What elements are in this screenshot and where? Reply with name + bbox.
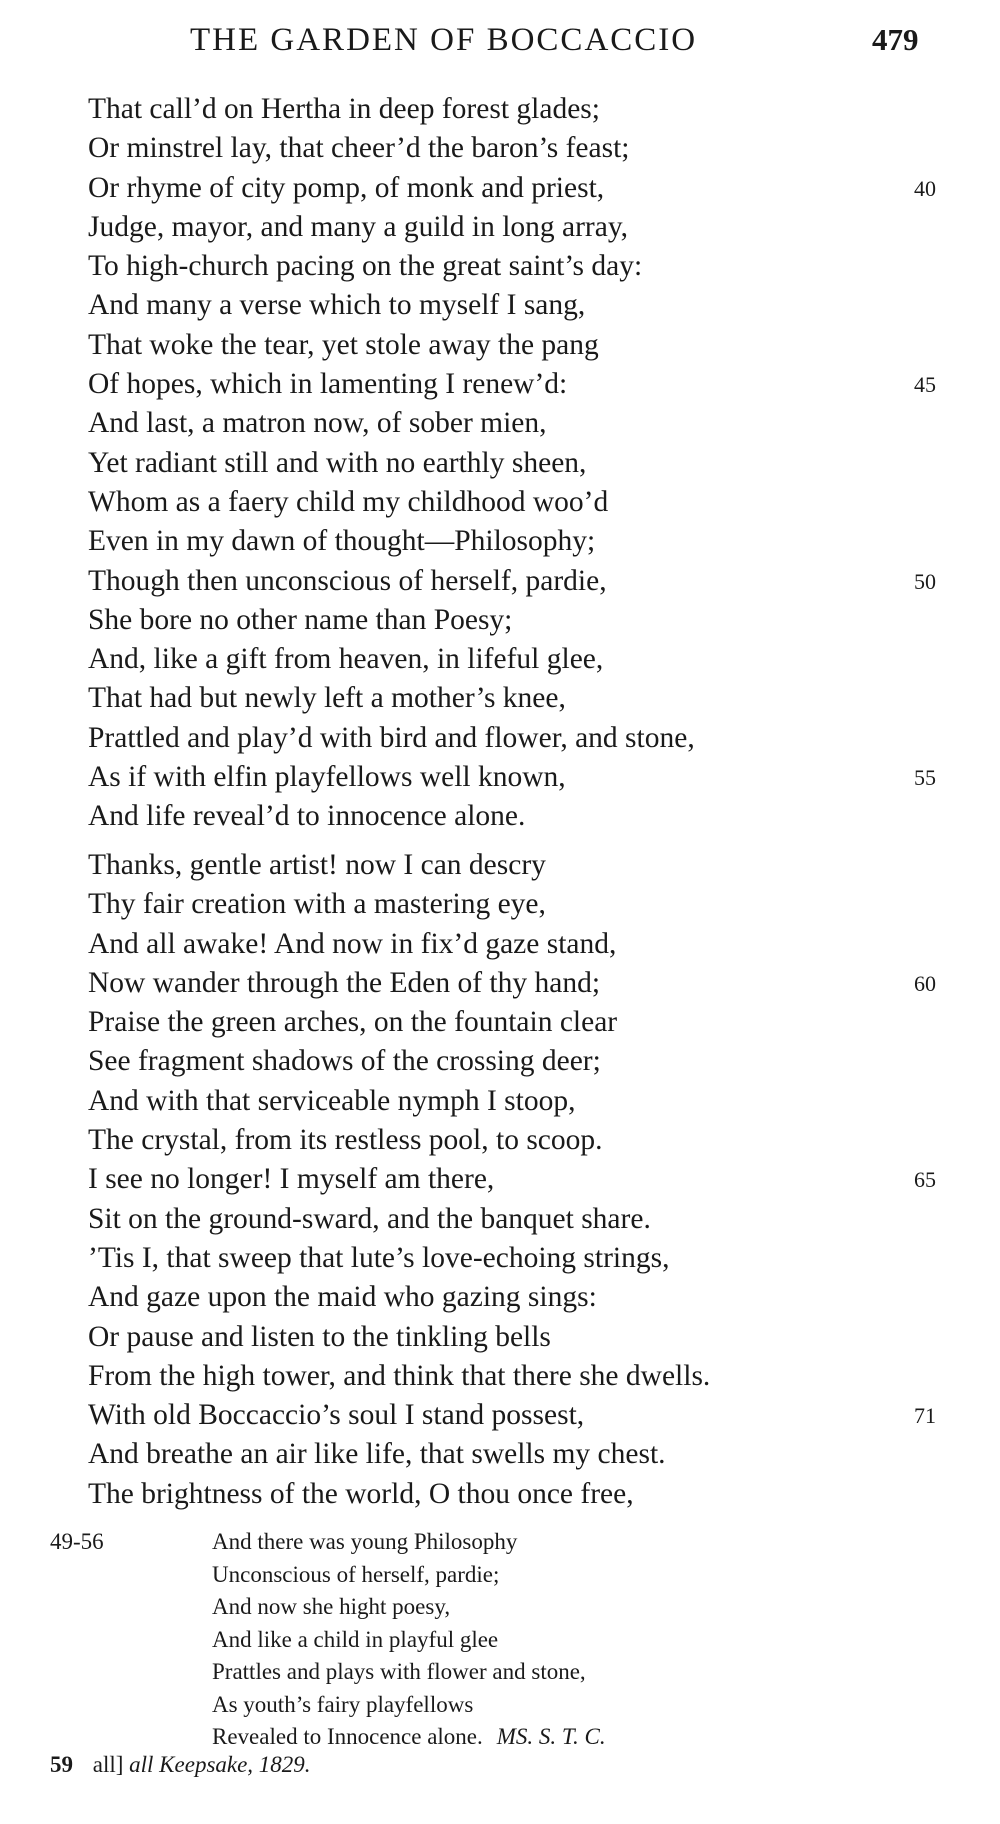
- poem-line-text: Praise the green arches, on the fountain clear: [88, 1006, 618, 1039]
- note-line-text: Revealed to Innocence alone.: [212, 1724, 483, 1749]
- poem-line-text: Whom as a faery child my childhood woo’d: [88, 485, 609, 518]
- poem-line-text: That had but newly left a mother’s knee,: [88, 682, 566, 715]
- running-title: THE GARDEN OF BOCCACCIO: [190, 22, 698, 58]
- poem-line-text: With old Boccaccio’s soul I stand possest,: [88, 1399, 585, 1432]
- note-line-text: And now she hight poesy,: [212, 1594, 451, 1619]
- poem-line: [88, 1475, 968, 1514]
- poem-line: [88, 964, 968, 1003]
- poem-line: [88, 562, 968, 601]
- collation-reading: all]: [92, 1752, 124, 1777]
- poem-line-text: Thanks, gentle artist! now I can descry: [88, 849, 546, 881]
- poem-line-text: Or minstrel lay, that cheer’d the baron’s feast;: [88, 132, 630, 165]
- note-verse: [212, 1526, 932, 1754]
- line-number: 71: [914, 1403, 936, 1429]
- poem-line: [88, 1278, 968, 1317]
- poem-line-text: She bore no other name than Poesy;: [88, 603, 513, 636]
- note-line-text: And there was young Philosophy: [212, 1529, 518, 1554]
- poem-line-text: Or rhyme of city pomp, of monk and priest,: [88, 171, 605, 204]
- poem-line: [88, 1160, 968, 1199]
- note-line: [212, 1656, 932, 1689]
- note-line: [212, 1721, 932, 1754]
- poem-line: [88, 719, 968, 758]
- poem-line: [88, 679, 968, 718]
- poem-line: [88, 846, 968, 885]
- poem-line: [88, 326, 968, 365]
- poem-line: [88, 404, 968, 443]
- poem-stanza-1: [88, 90, 968, 837]
- line-number: 55: [914, 765, 936, 791]
- note-line-text: Prattles and plays with flower and stone,: [212, 1659, 586, 1684]
- poem-line-text: Yet radiant still and with no earthly sheen,: [88, 446, 587, 479]
- poem-line: [88, 129, 968, 168]
- note-reference: 49-56: [50, 1529, 104, 1554]
- poem-line: [88, 169, 968, 208]
- poem-line: [88, 640, 968, 679]
- poem-line: [88, 1003, 968, 1042]
- note-line-text: Unconscious of herself, pardie;: [212, 1561, 500, 1587]
- line-number: 50: [914, 568, 936, 594]
- note-line: [212, 1624, 932, 1657]
- poem-line-text: I see no longer! I myself am there,: [88, 1163, 495, 1196]
- poem-line: [88, 1042, 968, 1081]
- poem-line-text: Of hopes, which in lamenting I renew’d:: [88, 368, 568, 401]
- page-number: 479: [872, 22, 919, 57]
- poem-line: [88, 483, 968, 522]
- line-number: 65: [914, 1167, 936, 1193]
- poem-line: [88, 1121, 968, 1160]
- collation-source: all Keepsake, 1829.: [129, 1752, 311, 1777]
- poem-line: [88, 247, 968, 286]
- poem-line: [88, 758, 968, 797]
- note-line-text: And like a child in playful glee: [212, 1626, 499, 1652]
- poem-line-text: Sit on the ground-sward, and the banquet share.: [88, 1202, 651, 1235]
- poem-line: [88, 925, 968, 964]
- poem-line-text: The crystal, from its restless pool, to scoop.: [88, 1124, 603, 1157]
- poem-line-text: And gaze upon the maid who gazing sings:: [88, 1281, 597, 1314]
- poem-line-text: And with that serviceable nymph I stoop,: [88, 1084, 576, 1117]
- poem-line-text: Thy fair creation with a mastering eye,: [88, 888, 546, 921]
- note-line-text: As youth’s fairy playfellows: [212, 1691, 474, 1717]
- poem-line: [88, 522, 968, 561]
- poem-line-text: And breathe an air like life, that swells my chest.: [88, 1438, 666, 1471]
- poem-line: [88, 601, 968, 640]
- poem-line-text: And many a verse which to myself I sang,: [88, 289, 586, 322]
- collation-reference: 59: [50, 1752, 73, 1777]
- poem-line: [88, 1357, 968, 1396]
- note-line: [212, 1526, 932, 1559]
- poem-line-text: Prattled and play’d with bird and flower, and stone,: [88, 721, 695, 754]
- line-number: 60: [914, 970, 936, 996]
- poem-line: [88, 1239, 968, 1278]
- poem-line: [88, 1082, 968, 1121]
- poem-line-text: From the high tower, and think that there she dwells.: [88, 1359, 711, 1392]
- poem-line-text: Even in my dawn of thought—Philosophy;: [88, 525, 596, 558]
- poem-line: [88, 90, 968, 129]
- note-source: MS. S. T. C.: [496, 1724, 606, 1749]
- note-line: [212, 1689, 932, 1722]
- note-line: [212, 1591, 932, 1624]
- poem-line-text: That call’d on Hertha in deep forest glades;: [88, 93, 600, 125]
- line-number: 40: [914, 175, 936, 201]
- poem-line: [88, 1396, 968, 1435]
- poem-line: [88, 286, 968, 325]
- line-number: 45: [914, 372, 936, 398]
- collation-note: [50, 1752, 311, 1778]
- poem-line-text: And, like a gift from heaven, in lifeful glee,: [88, 643, 604, 676]
- poem-line-text: As if with elfin playfellows well known,: [88, 761, 566, 794]
- poem-line: [88, 797, 968, 836]
- poem-line-text: See fragment shadows of the crossing deer;: [88, 1045, 601, 1078]
- poem-line-text: Though then unconscious of herself, pardie,: [88, 564, 607, 597]
- poem-line-text: Judge, mayor, and many a guild in long array,: [88, 210, 629, 243]
- poem-line: [88, 885, 968, 924]
- poem-line-text: The brightness of the world, O thou once free,: [88, 1477, 634, 1510]
- poem-line-text: And last, a matron now, of sober mien,: [88, 407, 547, 440]
- poem-line-text: Or pause and listen to the tinkling bells: [88, 1320, 551, 1353]
- note-line: [212, 1559, 932, 1592]
- poem-line: [88, 444, 968, 483]
- poem-line-text: That woke the tear, yet stole away the pang: [88, 328, 599, 361]
- poem-line-text: ’Tis I, that sweep that lute’s love-echoing strings,: [88, 1241, 670, 1274]
- poem-stanza-2: [88, 846, 968, 1514]
- poem-line: [88, 1200, 968, 1239]
- poem-line: [88, 208, 968, 247]
- poem-line: [88, 1435, 968, 1474]
- poem-line-text: And life reveal’d to innocence alone.: [88, 800, 526, 833]
- poem-line-text: And all awake! And now in fix’d gaze stand,: [88, 927, 617, 960]
- poem-line-text: To high-church pacing on the great saint’s day:: [88, 250, 643, 283]
- running-head: [0, 22, 1000, 62]
- poem-line-text: Now wander through the Eden of thy hand;: [88, 966, 601, 999]
- poem-line: [88, 1318, 968, 1357]
- poem-line: [88, 365, 968, 404]
